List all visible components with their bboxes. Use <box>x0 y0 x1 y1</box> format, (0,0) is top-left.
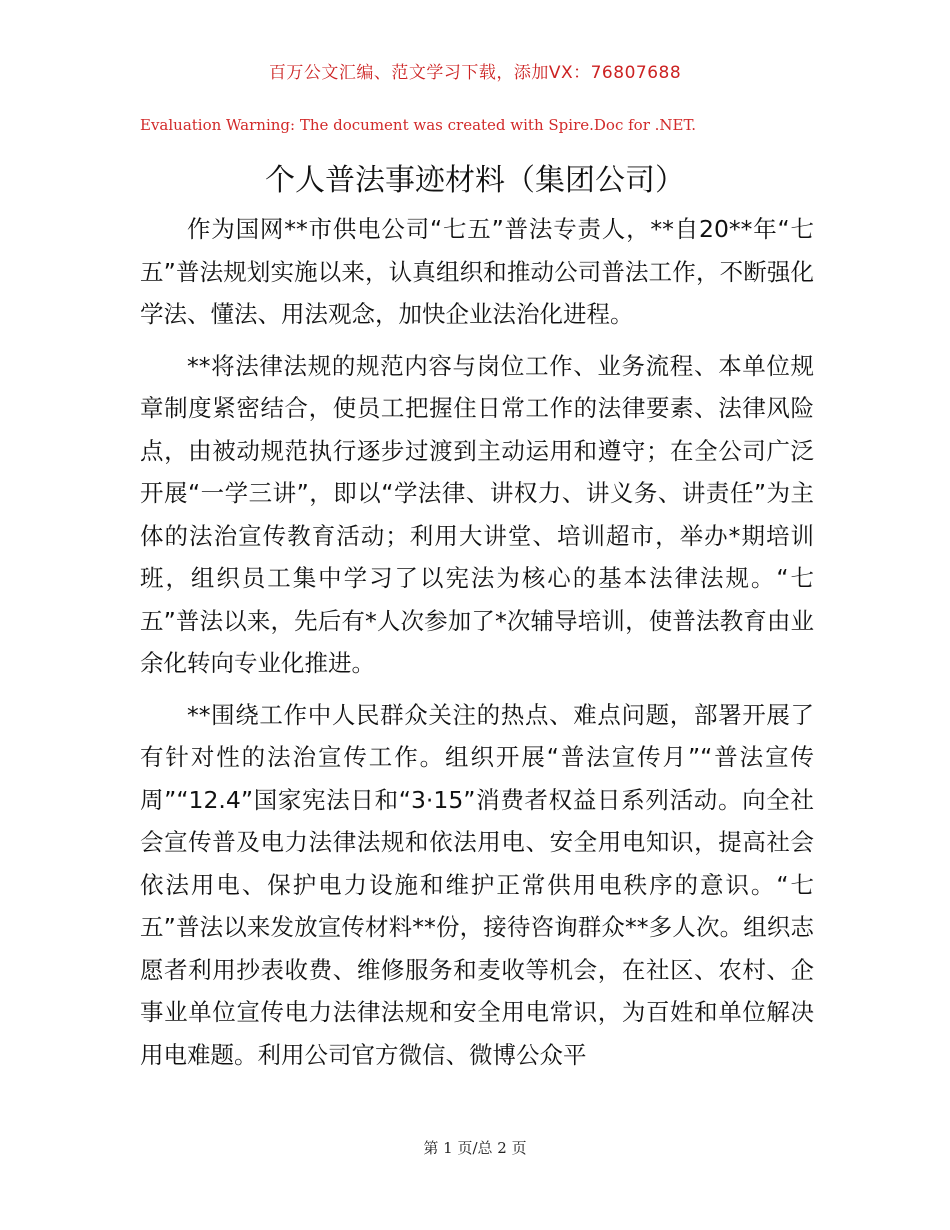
evaluation-warning: Evaluation Warning: The document was created with Spire.Doc for .NET. <box>140 116 697 134</box>
document-body <box>140 208 814 1076</box>
page-number: 第 1 页/总 2 页 <box>423 1139 527 1157</box>
promo-header: 百万公文汇编、范文学习下载，添加VX：76807688 <box>268 63 682 83</box>
document-title: 个人普法事迹材料（集团公司） <box>265 163 685 198</box>
paragraph-1: 作为国网**市供电公司“七五”普法专责人，**自20**年“七五”普法规划实施以来，认真组织和推动公司普法工作，不断强化学法、懂法、用法观念，加快企业法治化进程。 <box>140 215 814 328</box>
paragraph-3: **围绕工作中人民群众关注的热点、难点问题，部署开展了有针对性的法治宣传工作。组织开展“普法宣传月”“普法宣传周”“12.4”国家宪法日和“3·15”消费者权益日系列活动。向全社会宣传普及电力法律法规和依法用电、安全用电知识，提高社会依法用电、保护电力设施和维护正常供用电秩序的意识。“七五”普法以来发放宣传材料**份，接待咨询群众**多人次。组织志愿者利用抄表收费、维修服务和麦收等机会，在社区、农村、企事业单位宣传电力法律法规和安全用电常识，为百姓和单位解决用电难题。利用公司官方微信、微博公众平 <box>140 700 814 1069</box>
paragraph-2: **将法律法规的规范内容与岗位工作、业务流程、本单位规章制度紧密结合，使员工把握住日常工作的法律要素、法律风险点，由被动规范执行逐步过渡到主动运用和遵守；在全公司广泛开展“一学三讲”，即以“学法律、讲权力、讲义务、讲责任”为主体的法治宣传教育活动；利用大讲堂、培训超市，举办*期培训班，组织员工集中学习了以宪法为核心的基本法律法规。“七五”普法以来，先后有*人次参加了*次辅导培训，使普法教育由业余化转向专业化推进。 <box>140 351 814 677</box>
